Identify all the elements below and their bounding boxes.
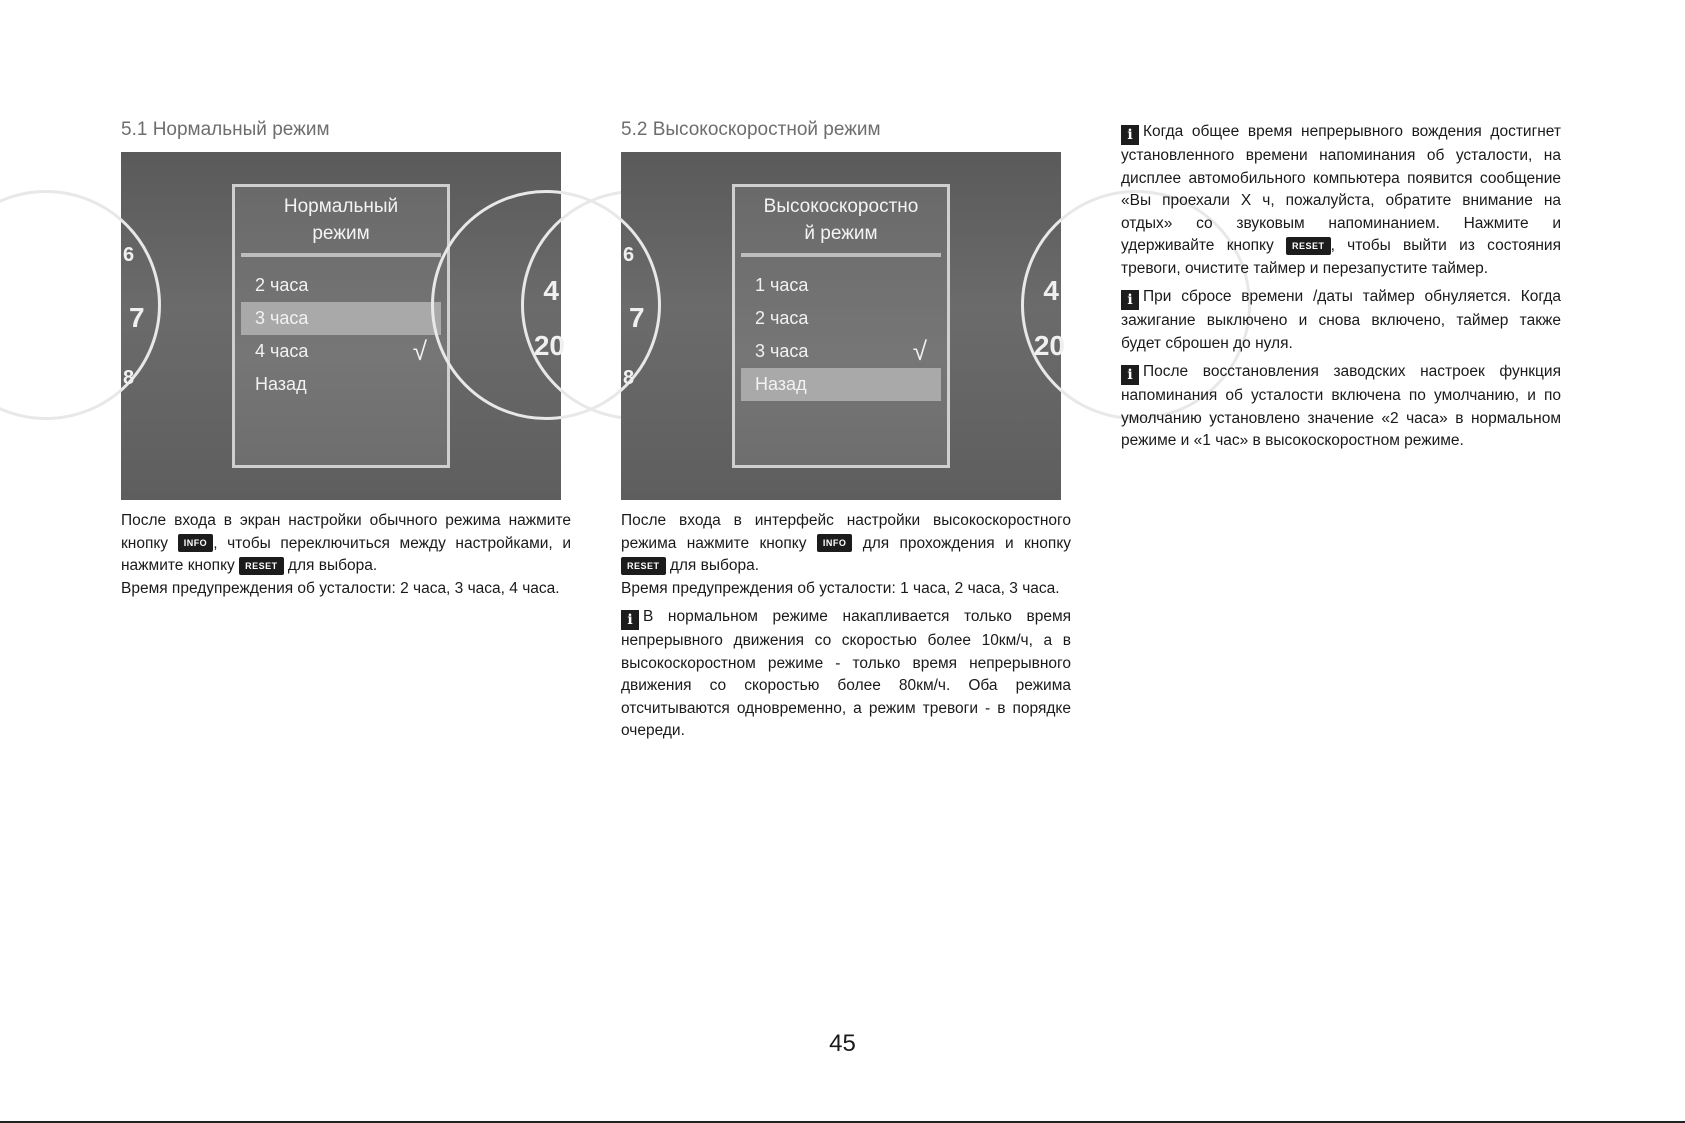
- section-highspeed-mode: [621, 118, 1071, 743]
- text: для выбора.: [669, 557, 760, 574]
- reset-key-icon: RESET: [621, 557, 666, 575]
- gauge-tick: 7: [129, 302, 145, 333]
- info-icon: i: [621, 610, 639, 630]
- menu-item-label: 4 часа: [255, 341, 309, 361]
- menu-divider: [741, 253, 941, 257]
- info-icon: i: [1121, 290, 1139, 310]
- info-key-icon: INFO: [817, 534, 853, 552]
- gauge-tick: 6: [623, 244, 635, 266]
- text: После восстановления заводских настроек функция напоминания об усталости включена по умолчанию, и по умолчанию установлено значение «2 часа» в нормальном режиме и «1 час» в высокоскоростном режиме.: [1121, 363, 1561, 449]
- gauge-tick: 6: [123, 244, 135, 266]
- gauge-tick: 7: [629, 302, 645, 333]
- text: В нормальном режиме накапливается только время непрерывного движения со скоростью более 10км/ч, а в высокоскоростном режиме - только время непрерывного движения со скоростью более 80км/ч. Оба режима отсчитываются одновременно, а режим тревоги - в порядке очереди.: [621, 608, 1071, 739]
- instruction-paragraph: [621, 510, 1071, 578]
- menu-item[interactable]: [241, 269, 441, 302]
- section-title: 5.1 Нормальный режим: [121, 119, 330, 140]
- menu-item-selected[interactable]: [241, 302, 441, 335]
- menu-title: Нормальный режим: [283, 196, 399, 244]
- menu-divider: [241, 253, 441, 257]
- menu-item-label: 1 часа: [755, 275, 809, 295]
- info-note: [621, 606, 1071, 743]
- menu-item-checked[interactable]: [741, 335, 941, 368]
- page-number: 45: [829, 1030, 856, 1057]
- menu-list: [735, 269, 947, 401]
- menu-item-label: Назад: [255, 374, 307, 394]
- text: , чтобы выйти из состояния тревоги, очистите таймер и перезапустите таймер.: [1121, 237, 1561, 277]
- reset-key-icon: RESET: [1286, 237, 1331, 255]
- text: При сбросе времени /даты таймер обнуляется. Когда зажигание выключено и снова включено, таймер также будет сброшен до нуля.: [1121, 288, 1561, 352]
- menu-title: Высокоскоростно й режим: [763, 196, 919, 244]
- text: для прохождения и кнопку: [862, 534, 1072, 552]
- menu-item-label: 3 часа: [255, 308, 309, 328]
- text: , чтобы переключиться между настройками, и нажмите кнопку: [121, 534, 571, 574]
- info-key-icon: INFO: [178, 534, 214, 552]
- text: После входа в экран настройки обычного режима нажмите кнопку: [121, 512, 571, 552]
- menu-item[interactable]: [741, 302, 941, 335]
- menu-item-label: 3 часа: [755, 341, 809, 361]
- warning-time-paragraph: Время предупреждения об усталости: 2 часа, 3 часа, 4 часа.: [121, 579, 560, 597]
- menu-item-back-selected[interactable]: [741, 368, 941, 401]
- menu-panel: [232, 184, 450, 468]
- menu-panel: [732, 184, 950, 468]
- gauge-tick: 20: [533, 330, 565, 361]
- text: После входа в интерфейс настройки высокоскоростного режима нажмите кнопку: [621, 512, 1071, 552]
- info-note: [1121, 361, 1561, 453]
- warning-time-paragraph: Время предупреждения об усталости: 1 часа, 2 часа, 3 часа.: [621, 579, 1060, 597]
- gauge-tick: 20: [1033, 330, 1065, 361]
- menu-list: [235, 269, 447, 401]
- info-icon: i: [1121, 365, 1139, 385]
- info-icon: i: [1121, 125, 1139, 145]
- menu-item-checked[interactable]: [241, 335, 441, 368]
- menu-item-label: Назад: [755, 374, 807, 394]
- gauge-tick: 8: [623, 367, 635, 389]
- menu-item-label: 2 часа: [755, 308, 809, 328]
- checkmark-icon: √: [412, 336, 427, 366]
- gauge-tick: 4: [1043, 275, 1059, 306]
- section-title: 5.2 Высокоскоростной режим: [621, 119, 881, 140]
- info-note: [1121, 286, 1561, 355]
- gauge-tick: 4: [543, 275, 559, 306]
- checkmark-icon: √: [912, 336, 927, 366]
- dashboard-screen-highspeed: [621, 152, 1065, 500]
- info-note: [1121, 121, 1561, 280]
- gauge-tick: 8: [123, 367, 135, 389]
- reset-key-icon: RESET: [239, 557, 284, 575]
- instruction-paragraph: [121, 510, 571, 578]
- menu-item[interactable]: [741, 269, 941, 302]
- menu-item-label: 2 часа: [255, 275, 309, 295]
- notes-column: [1121, 121, 1561, 453]
- menu-item-back[interactable]: [241, 368, 441, 401]
- text: для выбора.: [287, 557, 378, 574]
- text: Когда общее время непрерывного вождения достигнет установленного времени напоминания об усталости, на дисплее автомобильного компьютера появится сообщение «Вы проехали Х ч, пожалуйста, обратите внимание на отдых» со звуковым напоминанием. Нажмите и удерживайте кнопку: [1121, 123, 1561, 254]
